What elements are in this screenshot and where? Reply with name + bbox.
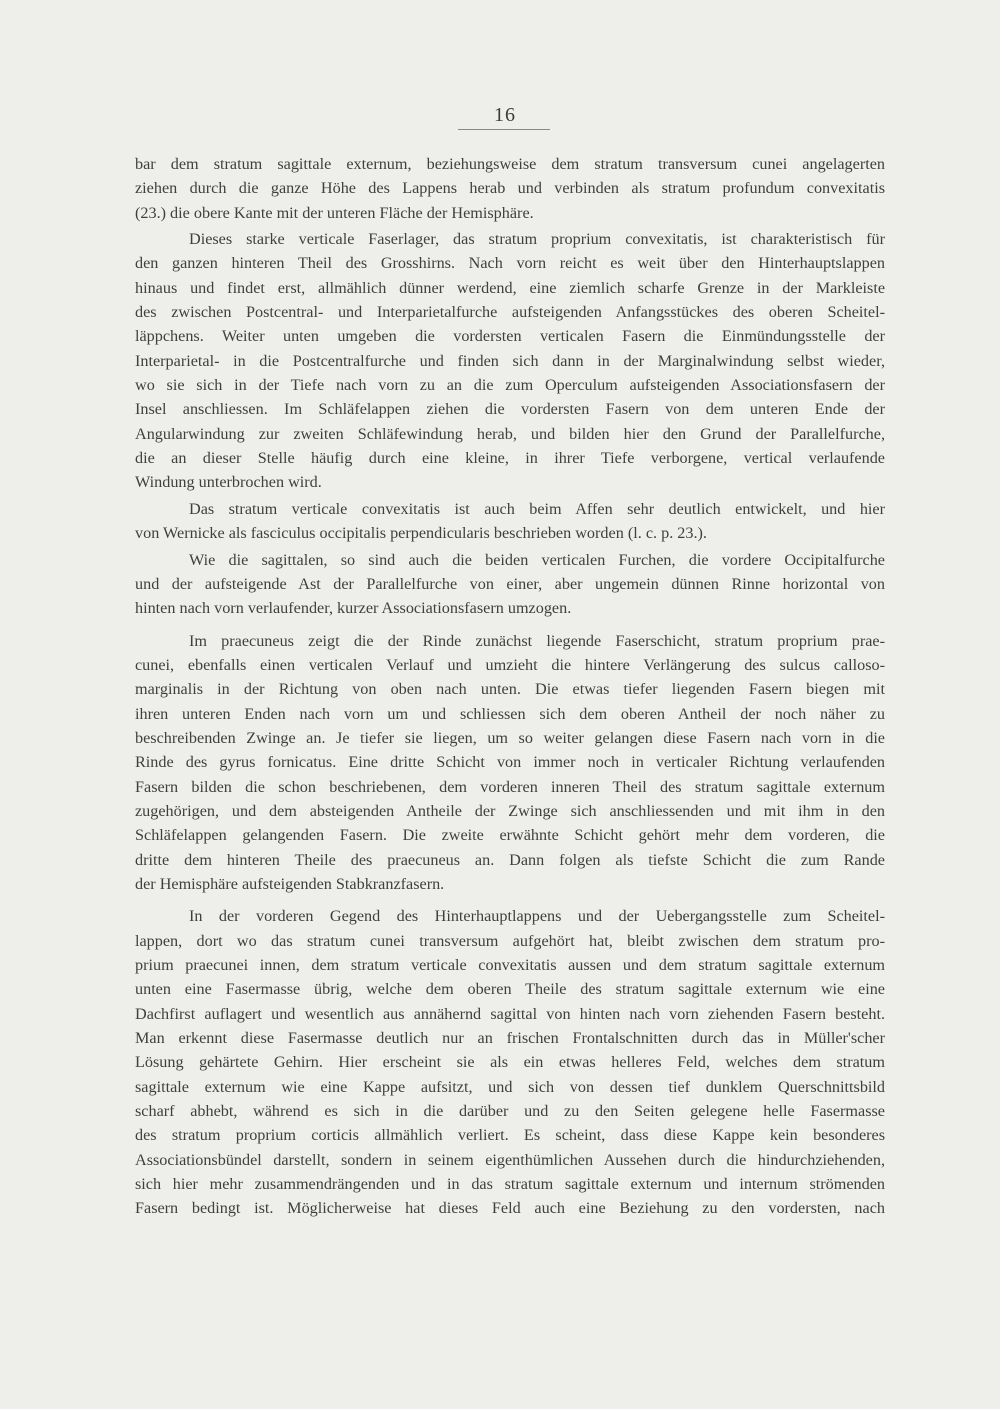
page-number-block bbox=[458, 102, 552, 128]
body-text bbox=[135, 152, 885, 1221]
text-line: ziehen durch die ganze Höhe des Lappens herab und verbinden als stratum profundum convexitatis bbox=[135, 179, 885, 198]
text-line: cunei, ebenfalls einen verticalen Verlauf und umzieht die hintere Verlängerung des sulcus calloso- bbox=[135, 655, 885, 674]
text-line: prium praecunei innen, dem stratum verticale convexitatis aussen und dem stratum sagittale externum bbox=[135, 956, 885, 974]
text-line: hinten nach vorn verlaufender, kurzer Associationsfasern umzogen. bbox=[135, 599, 572, 618]
text-line: sagittale externum wie eine Kappe aufsitzt, und sich von dessen tief dunklem Querschnittsbild bbox=[135, 1077, 885, 1096]
text-line: von Wernicke als fasciculus occipitalis perpendicularis beschrieben worden (l. c. p. 23.). bbox=[135, 524, 707, 543]
paragraph-2 bbox=[135, 227, 885, 495]
text-line: Wie die sagittalen, so sind auch die beiden verticalen Furchen, die vordere Occipitalfurche bbox=[189, 550, 885, 569]
paragraph-1 bbox=[135, 152, 885, 225]
text-line: unten eine Fasermasse übrig, welche dem oberen Theile des stratum sagittale externum wie eine bbox=[135, 980, 885, 999]
text-line: hinaus und findet erst, allmählich dünner werdend, eine ziemlich scharfe Grenze in der Markleiste bbox=[135, 278, 885, 297]
text-line: des zwischen Postcentral- und Interparietalfurche aufsteigenden Anfangsstückes des oberen Scheitel- bbox=[135, 303, 885, 322]
text-line: beschreibenden Zwinge an. Je tiefer sie liegen, um so weiter gelangen diese Fasern nach vorn in die bbox=[135, 728, 885, 747]
paragraph-4 bbox=[135, 548, 885, 621]
text-line: des stratum proprium corticis allmählich verliert. Es scheint, dass diese Kappe kein besonderes bbox=[135, 1126, 885, 1145]
text-line: marginalis in der Richtung von oben nach unten. Die etwas tiefer liegenden Fasern biegen mit bbox=[135, 680, 885, 699]
text-line: wo sie sich in der Tiefe nach vorn zu an die zum Operculum aufsteigenden Associationsfasern der bbox=[135, 376, 885, 395]
text-line: und der aufsteigende Ast der Parallelfurche von einer, aber ungemein dünnen Rinne horizontal von bbox=[135, 574, 885, 593]
text-line: Fasern bilden die schon beschriebenen, dem vorderen inneren Theil des stratum sagittale externum bbox=[135, 777, 885, 796]
header-rule bbox=[458, 129, 550, 130]
text-line: Lösung gehärtete Gehirn. Hier erscheint sie als ein etwas helleres Feld, welches dem stratum bbox=[135, 1053, 885, 1072]
text-line: zugehörigen, und dem absteigenden Antheile der Zwinge sich anschliessenden und mit ihm in den bbox=[135, 801, 885, 820]
page-number: 16 bbox=[494, 104, 516, 126]
text-line: Schläfelappen gelangenden Fasern. Die zweite erwähnte Schicht gehört mehr dem vorderen, die bbox=[135, 826, 885, 845]
paragraph-6 bbox=[135, 904, 885, 1220]
text-line: Insel anschliessen. Im Schläfelappen ziehen die vordersten Fasern von dem unteren Ende der bbox=[135, 400, 885, 419]
text-line: der Hemisphäre aufsteigenden Stabkranzfasern. bbox=[135, 874, 445, 893]
text-line: Angularwindung zur zweiten Schläfewindung herab, und bilden hier den Grund der Parallelfurche, bbox=[135, 424, 885, 443]
paragraph-3 bbox=[135, 497, 885, 546]
text-line: läppchens. Weiter unten umgeben die vordersten verticalen Fasern die Einmündungsstelle der bbox=[135, 327, 885, 346]
text-line: die an dieser Stelle häufig durch eine kleine, in ihrer Tiefe verborgene, vertical verlaufende bbox=[135, 449, 885, 468]
text-line: Das stratum verticale convexitatis ist auch beim Affen sehr deutlich entwickelt, und hier bbox=[189, 499, 885, 518]
text-line: den ganzen hinteren Theil des Grosshirns. Nach vorn reicht es weit über den Hinterhauptslappen bbox=[135, 254, 885, 273]
text-line: sich hier mehr zusammendrängenden und in das stratum sagittale externum und internum strömenden bbox=[135, 1175, 885, 1194]
text-line: Associationsbündel darstellt, sondern in seinem eigenthümlichen Aussehen durch die hindurchziehenden, bbox=[135, 1150, 885, 1169]
text-line: Windung unterbrochen wird. bbox=[135, 473, 322, 492]
text-line: Fasern bedingt ist. Möglicherweise hat dieses Feld auch eine Beziehung zu den vordersten, nach bbox=[135, 1199, 885, 1218]
text-line: Dieses starke verticale Faserlager, das stratum proprium convexitatis, ist charakteristisch für bbox=[189, 230, 885, 249]
text-line: Rinde des gyrus fornicatus. Eine dritte Schicht von immer noch in verticaler Richtung verlaufenden bbox=[135, 753, 885, 772]
text-line: ihren unteren Enden nach vorn um und schliessen sich dem oberen Antheil der noch näher zu bbox=[135, 704, 885, 723]
text-line: (23.) die obere Kante mit der unteren Fläche der Hemisphäre. bbox=[135, 203, 534, 222]
text-line: Im praecuneus zeigt die der Rinde zunächst liegende Faserschicht, stratum proprium prae- bbox=[189, 631, 885, 650]
text-line: dritte dem hinteren Theile des praecuneus an. Dann folgen als tiefste Schicht die zum Rande bbox=[135, 850, 885, 869]
paragraph-5 bbox=[135, 629, 885, 897]
text-line: lappen, dort wo das stratum cunei transversum aufgehört hat, bleibt zwischen dem stratum pro- bbox=[135, 931, 885, 950]
text-line: Interparietal- in die Postcentralfurche und finden sich dann in der Marginalwindung selbst wieder, bbox=[135, 351, 885, 370]
text-line: In der vorderen Gegend des Hinterhauptlappens und der Uebergangsstelle zum Scheitel- bbox=[189, 907, 885, 926]
text-line: Man erkennt diese Fasermasse deutlich nur an frischen Frontalschnitten durch das in Müller'scher bbox=[135, 1029, 885, 1048]
text-line: bar dem stratum sagittale externum, beziehungsweise dem stratum transversum cunei angelagerten bbox=[135, 155, 885, 173]
text-line: scharf abhebt, während es sich in die darüber und zu den Seiten gelegene helle Fasermasse bbox=[135, 1102, 885, 1121]
text-line: Dachfirst auflagert und wesentlich aus annähernd sagittal von hinten nach vorn ziehenden Fasern besteht. bbox=[135, 1004, 885, 1023]
